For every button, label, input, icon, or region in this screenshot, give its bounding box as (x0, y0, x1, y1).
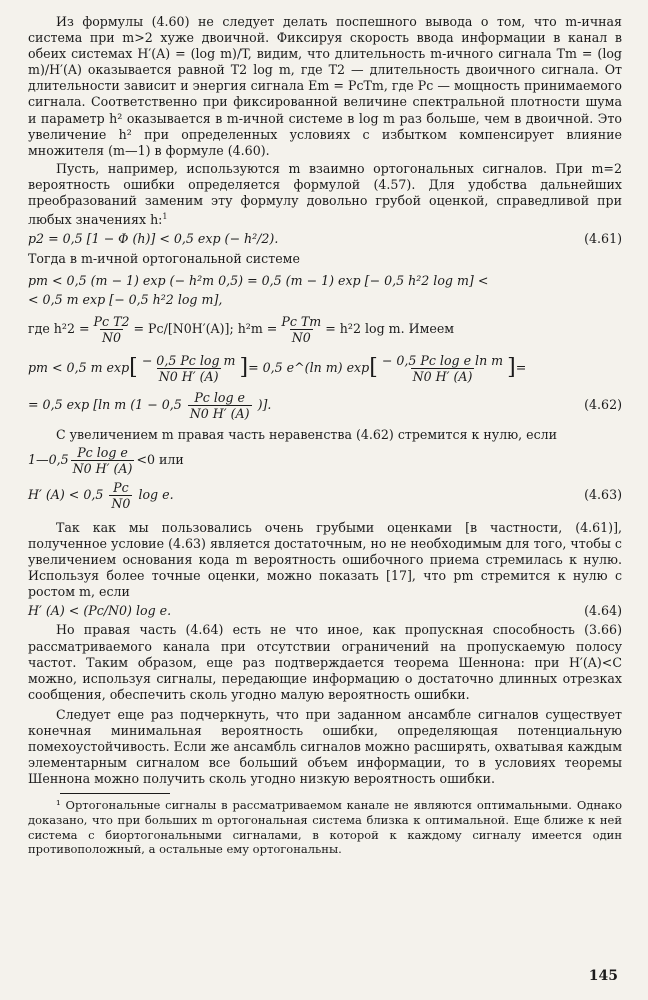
equation-4-62-body (28, 390, 584, 421)
fraction-cond (71, 445, 135, 476)
paragraph-2 (28, 161, 622, 229)
fraction-pm3-b (380, 353, 505, 384)
equation-4-62 (28, 390, 622, 421)
paragraph-3: Тогда в m-ичной ортогональной системе (28, 250, 300, 266)
equation-4-61-body: p2 = 0,5 [1 − Φ (h)] < 0,5 exp (− h²/2). (28, 231, 279, 247)
pm3-tail: = (515, 360, 527, 376)
fraction-eq463-den: N0 (111, 495, 131, 511)
footnote: ¹ Ортогональные сигналы в рассматриваемом канале не являются оптимальными. Однако доказано, что при больших m ортогональная система близка к оптимальной. Еще ближе к ней система с биортогональными сигналами, в которой к каждому сигналу имеется один противоположный, а остальные ему ортогональны. (28, 798, 622, 857)
fraction-pc-t2-num: Pc T2 (93, 313, 130, 329)
equation-4-63-body (28, 480, 584, 511)
bracket-close-2: ] (507, 355, 516, 381)
equation-pm-line2-body: < 0,5 m exp [− 0,5 h²2 log m], (28, 291, 223, 307)
fraction-pc-tm-num: Pc Tm (281, 313, 322, 329)
equation-pm-line2 (28, 292, 622, 308)
fraction-eq462 (188, 390, 252, 421)
equation-4-64-body: H′ (A) < (Pc/N0) log e. (28, 603, 172, 619)
fraction-pc-tm (279, 314, 323, 345)
paragraph-1: Из формулы (4.60) не следует делать поспешного вывода о том, что m-ичная система при m>2 хуже двоичной. Фиксируя скорость ввода информации в канал в обеих системах H′(A) = (log m)/T, видим, что длительность m-ичного сигнала Tm = (log m)/H′(A) оказывается равной T2 log m, где T2 — длительность двоичного сигнала. От длительности зависит и энергия сигнала Em = PcTm, где Pc — мощность принимаемого сигнала. Соответственно при фиксированной величине спектральной плотности шума и параметр h² оказывается в m-ичной системе в log m раз больше, чем в двоичной. Это увеличение h² при определенных условиях с избытком компенсирует влияние множителя (m—1) в формуле (4.60). (28, 14, 622, 158)
eq462-lead: = 0,5 exp [ln m (1 − 0,5 (28, 396, 182, 412)
page-number: 145 (588, 968, 618, 984)
paragraph-4: С увеличением m правая часть неравенства (4.62) стремится к нулю, если (56, 426, 558, 442)
fraction-pm3-a (140, 353, 238, 384)
fraction-pc-t2-den: N0 (102, 329, 122, 345)
fraction-pm3-b-den: N0 H′ (A) (412, 368, 473, 384)
equation-4-62-number: (4.62) (584, 397, 622, 413)
equation-h-definitions (28, 314, 622, 345)
fraction-pc-t2 (92, 314, 132, 345)
equation-4-61 (28, 231, 622, 247)
paragraph-2-text: Пусть, например, используются m взаимно ортогональных сигналов. При m=2 вероятность ошибки определяется формулой (4.57). Для удобства дальнейших преобразований заменим эту формулу довольно грубой оценкой, справедливой при любых значениях h: (28, 160, 622, 228)
fraction-cond-den: N0 H′ (A) (72, 460, 133, 476)
fraction-pc-tm-den: N0 (291, 329, 311, 345)
footnote-marker[interactable]: 1 (162, 212, 168, 222)
h-def-mid: = Pc/[N0H′(A)]; h²m = (133, 321, 278, 337)
fraction-eq462-num: Pc log e (194, 389, 245, 405)
fraction-pm3-b-num: − 0,5 Pc log e ln m (381, 352, 504, 368)
fraction-pm3-a-den: N0 H′ (A) (158, 368, 219, 384)
paragraph-5: Так как мы пользовались очень грубыми оценками [в частности, (4.61)], полученное условие (4.63) является достаточным, но не необходимым для того, чтобы с увеличением основания кода m вероятность ошибочного приема стремилась к нулю. Используя более точные оценки, можно показать [17], что pm стремится к нулю с ростом m, если (28, 519, 622, 600)
equation-pm-line1-body: pm < 0,5 (m − 1) exp (− h²m 0,5) = 0,5 (m − 1) exp [− 0,5 h²2 log m] < (28, 272, 489, 288)
fraction-cond-num: Pc log e (77, 444, 128, 460)
pm3-lead: pm < 0,5 m exp (28, 360, 130, 376)
equation-4-63 (28, 480, 622, 511)
footnote-divider (60, 793, 170, 794)
fraction-eq462-den: N0 H′ (A) (189, 405, 250, 421)
equation-4-64 (28, 603, 622, 619)
bracket-close-1: ] (239, 355, 249, 381)
eq463-tail: log e. (138, 486, 174, 502)
bracket-open-2: [ (369, 355, 378, 381)
fraction-eq463-num: Pc (113, 479, 129, 495)
equation-4-61-number: (4.61) (584, 231, 622, 247)
bracket-open-1: [ (129, 355, 138, 381)
h-def-tail: = h²2 log m. Имеем (325, 321, 455, 337)
equation-pm-line1 (28, 273, 622, 289)
paragraph-7: Следует еще раз подчеркнуть, что при заданном ансамбле сигналов существует конечная минимальная вероятность ошибки, определяющая потенциальную помехоустойчивость. Если же ансамбль сигналов можно расширять, охватывая каждым элементарным сигналом все больший объем информации, то в условиях теоремы Шеннона можно получить сколь угодно низкую вероятность ошибки. (28, 706, 622, 787)
eq462-tail: )]. (257, 396, 272, 412)
cond-tail: <0 или (136, 452, 184, 468)
equation-condition (28, 445, 622, 476)
h-def-lead: где h²2 = (28, 321, 90, 337)
equation-pm-line3 (28, 353, 622, 384)
fraction-eq463 (109, 480, 132, 511)
fraction-pm3-a-num: − 0,5 Pc log m (141, 352, 236, 368)
equation-4-64-number: (4.64) (584, 603, 622, 619)
eq463-lead: H′ (A) < 0,5 (28, 486, 104, 502)
cond-lead: 1—0,5 (28, 452, 69, 468)
paragraph-6: Но правая часть (4.64) есть не что иное, как пропускная способность (3.66) рассматриваемого канала при отсутствии ограничений на пропускаемую полосу частот. Таким образом, еще раз подтверждается теорема Шеннона: при H′(A)<C можно, используя сигналы, передающие информацию о достаточно длинных отрезках сообщения, обеспечить сколь угодно малую вероятность ошибки. (28, 622, 622, 702)
pm3-mid: = 0,5 e^(ln m) exp (248, 360, 370, 376)
equation-4-63-number: (4.63) (584, 487, 622, 503)
